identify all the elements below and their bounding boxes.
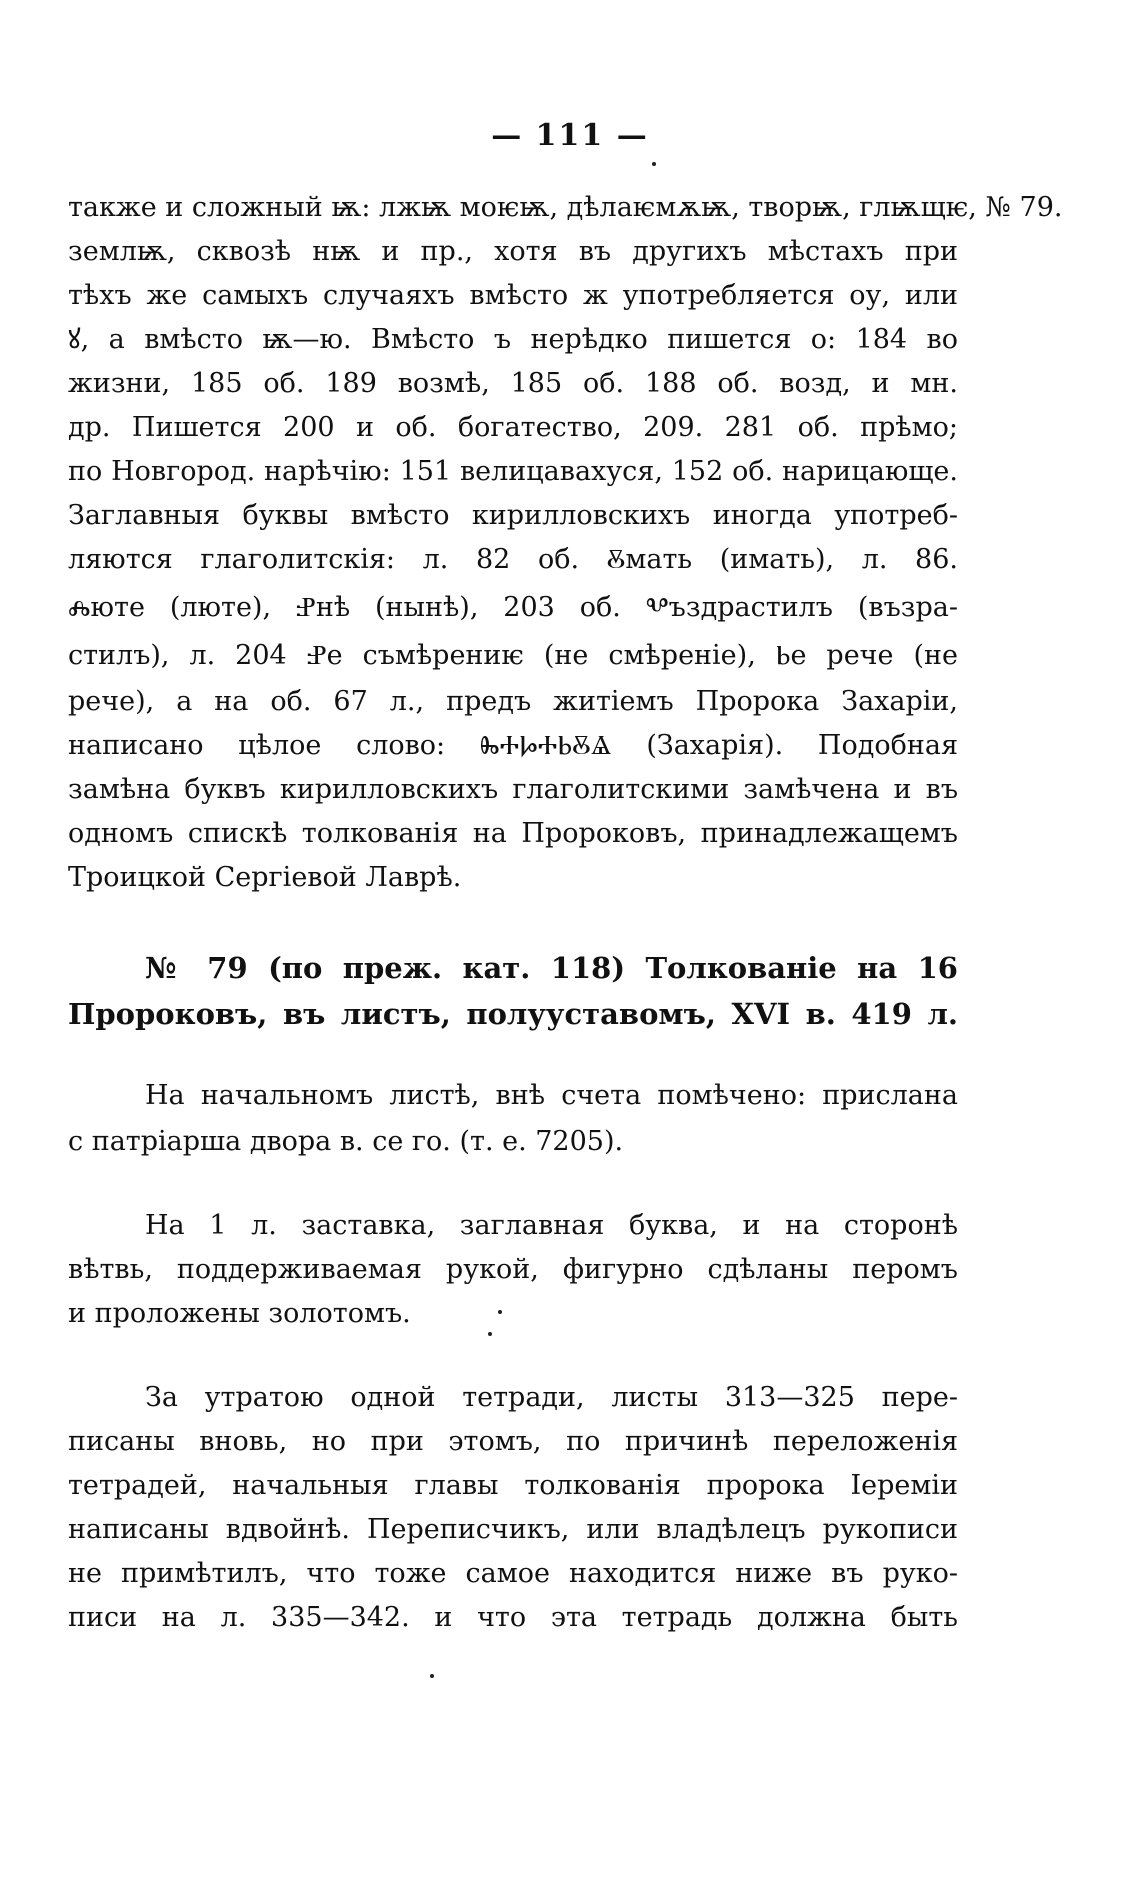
ink-speck xyxy=(498,1310,502,1314)
text-line: вѣтвь, поддерживаемая рукой, фигурно сдѣланы перомъ xyxy=(68,1254,958,1285)
ink-speck xyxy=(652,162,656,166)
text-line: На начальномъ листѣ, внѣ счета помѣчено: прислана xyxy=(145,1080,958,1111)
text-line: также и сложный ѭ: лжѭ моѥѭ, дѣлаѥмѫѭ, творѭ, глѭщѥ, № 79. xyxy=(68,192,1063,223)
text-line: ꙋ, а вмѣсто ѭ—ю. Вмѣсто ъ нерѣдко пишется о: 184 во xyxy=(68,324,958,355)
text-line: замѣна буквъ кирилловскихъ глаголитскими замѣчена и въ xyxy=(68,774,958,805)
heading-line: Пророковъ, въ листъ, полууставомъ, XVI в. 419 л. xyxy=(68,997,958,1031)
text-line: За утратою одной тетради, листы 313—325 пере- xyxy=(145,1382,958,1413)
text-line: с патріарша двора в. се го. (т. е. 7205). xyxy=(68,1126,624,1157)
text-line: ляются глаголитскія: л. 82 об. Ⰻмать (имать), л. 86. xyxy=(68,544,958,575)
text-line: рече), а на об. 67 л., предъ житіемъ Пророка Захаріи, xyxy=(68,686,958,717)
text-line: На 1 л. заставка, заглавная буква, и на сторонѣ xyxy=(145,1210,958,1241)
ink-speck xyxy=(430,1674,434,1678)
text-line: стилъ), л. 204 Ⱀе съмѣрениѥ (не смѣреніе), Ⱃе рече (не xyxy=(68,640,958,671)
text-line: землѭ, сквозѣ нѭ и пр., хотя въ другихъ мѣстахъ при xyxy=(68,236,958,267)
text-line: Заглавныя буквы вмѣсто кирилловскихъ иногда употреб- xyxy=(68,500,958,531)
text-line: не примѣтилъ, что тоже самое находится ниже въ руко- xyxy=(68,1558,958,1589)
text-line: др. Пишется 200 и об. богатество, 209. 281 об. прѣмо; xyxy=(68,412,958,443)
heading-line: № 79 (по преж. кат. 118) Толкованіе на 16 xyxy=(145,951,958,985)
text-line: Ⰾюте (люте), Ⱀнѣ (нынѣ), 203 об. Ⰲъздрастилъ (възра- xyxy=(68,592,958,623)
text-line: написано цѣлое слово: ⰈⰀⰘⰀⰓⰋⰡ (Захарія). Подобная xyxy=(68,730,958,761)
text-line: писи на л. 335—342. и что эта тетрадь должна быть xyxy=(68,1602,958,1633)
text-line: Троицкой Сергіевой Лаврѣ. xyxy=(68,862,462,893)
text-line: написаны вдвойнѣ. Переписчикъ, или владѣлецъ рукописи xyxy=(68,1514,958,1545)
text-line: тѣхъ же самыхъ случаяхъ вмѣсто ж употребляется оу, или xyxy=(68,280,958,311)
text-line: по Новгород. нарѣчію: 151 велицавахуся, 152 об. нарицающе. xyxy=(68,456,958,487)
text-line: одномъ спискѣ толкованія на Пророковъ, принадлежащемъ xyxy=(68,818,958,849)
text-line: жизни, 185 об. 189 возмѣ, 185 об. 188 об. возд, и мн. xyxy=(68,368,958,399)
ink-speck xyxy=(488,1332,492,1336)
text-line: и проложены золотомъ. xyxy=(68,1298,411,1329)
text-line: писаны вновь, но при этомъ, по причинѣ переложенія xyxy=(68,1426,958,1457)
page-number: — 111 — xyxy=(491,118,649,153)
text-line: тетрадей, начальныя главы толкованія пророка Іереміи xyxy=(68,1470,958,1501)
